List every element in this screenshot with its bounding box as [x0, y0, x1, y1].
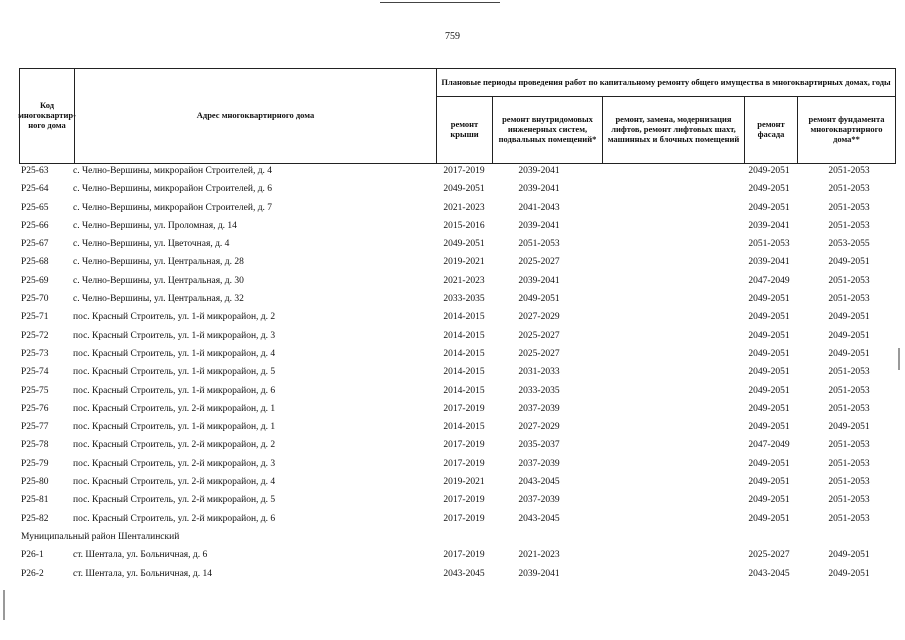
cell-code: Р25-68 [21, 257, 49, 268]
cell-address: с. Челно-Вершины, ул. Центральная, д. 30 [73, 275, 244, 286]
cell-engineering: 2025-2027 [518, 330, 560, 341]
cell-roof: 2021-2023 [443, 202, 485, 213]
cell-facade: 2049-2051 [748, 294, 790, 305]
table-row [19, 256, 896, 274]
cell-engineering: 2043-2045 [518, 513, 560, 524]
cell-code: Р25-77 [21, 422, 49, 433]
table-row [19, 421, 896, 439]
cell-foundation: 2051-2053 [828, 458, 870, 469]
cell-foundation: 2051-2053 [828, 367, 870, 378]
cell-facade: 2049-2051 [748, 367, 790, 378]
cell-code: Р25-74 [21, 367, 49, 378]
cell-engineering: 2037-2039 [518, 403, 560, 414]
table-row [19, 513, 896, 531]
header-engineering [492, 96, 603, 164]
table-row [19, 348, 896, 366]
cell-engineering: 2033-2035 [518, 385, 560, 396]
scan-mark [3, 590, 5, 620]
header-facade-label: ремонт фасада [757, 119, 785, 139]
table-row [19, 494, 896, 512]
cell-code: Р25-71 [21, 312, 49, 323]
cell-foundation: 2051-2053 [828, 477, 870, 488]
table-row [19, 165, 896, 183]
cell-facade: 2039-2041 [748, 257, 790, 268]
cell-foundation: 2049-2051 [828, 422, 870, 433]
cell-foundation: 2051-2053 [828, 202, 870, 213]
cell-roof: 2017-2019 [443, 495, 485, 506]
cell-facade: 2049-2051 [748, 184, 790, 195]
cell-foundation: 2049-2051 [828, 550, 870, 561]
cell-address: пос. Красный Строитель, ул. 1-й микрорайон, д. 4 [73, 348, 276, 359]
header-foundation [797, 96, 896, 164]
cell-address: с. Челно-Вершины, микрорайон Строителей, д. 6 [73, 184, 273, 195]
page-number: 759 [445, 31, 460, 42]
cell-code: Р26-2 [21, 568, 44, 579]
cell-roof: 2014-2015 [443, 330, 485, 341]
cell-foundation: 2053-2055 [828, 239, 870, 250]
cell-roof: 2017-2019 [443, 513, 485, 524]
cell-roof: 2021-2023 [443, 275, 485, 286]
cell-roof: 2017-2019 [443, 166, 485, 176]
cell-code: Р25-67 [21, 239, 49, 250]
cell-engineering: 2035-2037 [518, 440, 560, 451]
table-row [19, 238, 896, 256]
cell-facade: 2049-2051 [748, 458, 790, 469]
cell-roof: 2014-2015 [443, 312, 485, 323]
cell-engineering: 2039-2041 [518, 568, 560, 579]
cell-address: пос. Красный Строитель, ул. 1-й микрорайон, д. 1 [73, 422, 276, 433]
table-row [19, 549, 896, 567]
cell-facade: 2049-2051 [748, 477, 790, 488]
header-code-label: Код многоквартир-ного дома [18, 100, 76, 130]
cell-address: пос. Красный Строитель, ул. 1-й микрорайон, д. 3 [73, 330, 276, 341]
header-lifts [602, 96, 745, 164]
cell-address: пос. Красный Строитель, ул. 2-й микрорайон, д. 4 [73, 477, 276, 488]
cell-roof: 2033-2035 [443, 294, 485, 305]
table-row [19, 366, 896, 384]
cell-foundation: 2049-2051 [828, 348, 870, 359]
cell-engineering: 2025-2027 [518, 257, 560, 268]
cell-facade: 2047-2049 [748, 275, 790, 286]
cell-code: Р25-72 [21, 330, 49, 341]
cell-facade: 2043-2045 [748, 568, 790, 579]
cell-facade: 2049-2051 [748, 348, 790, 359]
cell-foundation: 2051-2053 [828, 220, 870, 231]
cell-engineering: 2027-2029 [518, 312, 560, 323]
cell-roof: 2017-2019 [443, 403, 485, 414]
table-body [19, 165, 896, 586]
cell-code: Р25-73 [21, 348, 49, 359]
cell-address: с. Челно-Вершины, ул. Центральная, д. 28 [73, 257, 244, 268]
cell-facade: 2049-2051 [748, 495, 790, 506]
cell-code: Р25-80 [21, 477, 49, 488]
section-title-row [19, 531, 896, 549]
cell-code: Р25-70 [21, 294, 49, 305]
header-code [19, 68, 75, 164]
cell-facade: 2049-2051 [748, 202, 790, 213]
cell-address: с. Челно-Вершины, микрорайон Строителей, д. 7 [73, 202, 273, 213]
cell-code: Р26-1 [21, 550, 44, 561]
cell-code: Р25-78 [21, 440, 49, 451]
table-row [19, 476, 896, 494]
cell-address: с. Челно-Вершины, ул. Цветочная, д. 4 [73, 239, 230, 250]
cell-foundation: 2049-2051 [828, 330, 870, 341]
cell-roof: 2019-2021 [443, 477, 485, 488]
cell-facade: 2049-2051 [748, 312, 790, 323]
cell-engineering: 2027-2029 [518, 422, 560, 433]
header-group [436, 68, 896, 97]
cell-foundation: 2051-2053 [828, 513, 870, 524]
cell-address: пос. Красный Строитель, ул. 2-й микрорайон, д. 1 [73, 403, 276, 414]
cell-engineering: 2039-2041 [518, 275, 560, 286]
cell-address: пос. Красный Строитель, ул. 1-й микрорайон, д. 5 [73, 367, 276, 378]
table-row [19, 439, 896, 457]
cell-foundation: 2049-2051 [828, 257, 870, 268]
cell-address: ст. Шентала, ул. Больничная, д. 6 [73, 550, 208, 561]
cell-facade: 2049-2051 [748, 513, 790, 524]
table-row [19, 183, 896, 201]
cell-foundation: 2051-2053 [828, 440, 870, 451]
cell-code: Р25-64 [21, 184, 49, 195]
cell-foundation: 2051-2053 [828, 184, 870, 195]
table-row [19, 220, 896, 238]
cell-roof: 2049-2051 [443, 239, 485, 250]
table-row [19, 311, 896, 329]
header-roof [436, 96, 493, 164]
cell-engineering: 2043-2045 [518, 477, 560, 488]
table-row [19, 275, 896, 293]
cell-engineering: 2051-2053 [518, 239, 560, 250]
cell-facade: 2049-2051 [748, 330, 790, 341]
cell-roof: 2017-2019 [443, 440, 485, 451]
cell-foundation: 2051-2053 [828, 403, 870, 414]
cell-facade: 2025-2027 [748, 550, 790, 561]
cell-address: с. Челно-Вершины, ул. Проломная, д. 14 [73, 220, 237, 231]
cell-address: с. Челно-Вершины, микрорайон Строителей, д. 4 [73, 166, 273, 176]
cell-engineering: 2049-2051 [518, 294, 560, 305]
cell-facade: 2049-2051 [748, 166, 790, 176]
cell-engineering: 2039-2041 [518, 184, 560, 195]
cell-code: Р25-81 [21, 495, 49, 506]
cell-code: Р25-63 [21, 166, 49, 176]
scan-mark [898, 348, 900, 370]
cell-code: Р25-75 [21, 385, 49, 396]
cell-foundation: 2051-2053 [828, 166, 870, 176]
cell-foundation: 2051-2053 [828, 495, 870, 506]
table-row [19, 568, 896, 586]
table-row [19, 202, 896, 220]
cell-facade: 2049-2051 [748, 403, 790, 414]
header-facade [744, 96, 798, 164]
cell-foundation: 2049-2051 [828, 312, 870, 323]
header-address-label: Адрес многоквартирного дома [196, 110, 315, 121]
cell-roof: 2019-2021 [443, 257, 485, 268]
cell-facade: 2047-2049 [748, 440, 790, 451]
header-engineering-label: ремонт внутридомовых инженерных систем, подвальных помещений* [498, 114, 597, 144]
cell-roof: 2014-2015 [443, 422, 485, 433]
cell-engineering: 2037-2039 [518, 458, 560, 469]
cell-roof: 2049-2051 [443, 184, 485, 195]
cell-roof: 2017-2019 [443, 458, 485, 469]
cell-address: с. Челно-Вершины, ул. Центральная, д. 32 [73, 294, 244, 305]
cell-engineering: 2039-2041 [518, 220, 560, 231]
table-row [19, 293, 896, 311]
cell-foundation: 2051-2053 [828, 385, 870, 396]
cell-code: Р25-65 [21, 202, 49, 213]
header-lifts-label: ремонт, замена, модернизация лифтов, ремонт лифтовых шахт, машинных и блочных помещений [607, 114, 740, 144]
table-row [19, 458, 896, 476]
cell-roof: 2014-2015 [443, 385, 485, 396]
cell-address: пос. Красный Строитель, ул. 2-й микрорайон, д. 5 [73, 495, 276, 506]
cell-foundation: 2049-2051 [828, 568, 870, 579]
cell-code: Р25-69 [21, 275, 49, 286]
table-row [19, 403, 896, 421]
cell-address: пос. Красный Строитель, ул. 1-й микрорайон, д. 6 [73, 385, 276, 396]
cell-engineering: 2037-2039 [518, 495, 560, 506]
cell-address: пос. Красный Строитель, ул. 2-й микрорайон, д. 2 [73, 440, 276, 451]
header-foundation-label: ремонт фундамента многоквартирного дома** [808, 114, 885, 144]
cell-engineering: 2031-2033 [518, 367, 560, 378]
cell-engineering: 2039-2041 [518, 166, 560, 176]
cell-foundation: 2051-2053 [828, 294, 870, 305]
table-row [19, 330, 896, 348]
header-group-label: Плановые периоды проведения работ по капитальному ремонту общего имущества в многоквартирных домах, годы [441, 76, 891, 87]
cell-facade: 2049-2051 [748, 385, 790, 396]
header-address [74, 68, 437, 164]
cell-facade: 2049-2051 [748, 422, 790, 433]
cell-code: Р25-76 [21, 403, 49, 414]
cell-roof: 2017-2019 [443, 550, 485, 561]
cell-roof: 2014-2015 [443, 367, 485, 378]
cell-code: Р25-82 [21, 513, 49, 524]
section-title: Муниципальный район Шенталинский [21, 531, 180, 542]
cell-address: пос. Красный Строитель, ул. 2-й микрорайон, д. 3 [73, 458, 276, 469]
cell-code: Р25-66 [21, 220, 49, 231]
top-rule [380, 2, 500, 3]
cell-address: пос. Красный Строитель, ул. 2-й микрорайон, д. 6 [73, 513, 276, 524]
cell-code: Р25-79 [21, 458, 49, 469]
cell-address: пос. Красный Строитель, ул. 1-й микрорайон, д. 2 [73, 312, 276, 323]
cell-roof: 2014-2015 [443, 348, 485, 359]
cell-engineering: 2021-2023 [518, 550, 560, 561]
cell-engineering: 2041-2043 [518, 202, 560, 213]
cell-address: ст. Шентала, ул. Больничная, д. 14 [73, 568, 212, 579]
cell-facade: 2051-2053 [748, 239, 790, 250]
header-roof-label: ремонт крыши [450, 119, 479, 139]
table-row [19, 385, 896, 403]
cell-engineering: 2025-2027 [518, 348, 560, 359]
cell-roof: 2043-2045 [443, 568, 485, 579]
cell-roof: 2015-2016 [443, 220, 485, 231]
cell-foundation: 2051-2053 [828, 275, 870, 286]
cell-facade: 2039-2041 [748, 220, 790, 231]
